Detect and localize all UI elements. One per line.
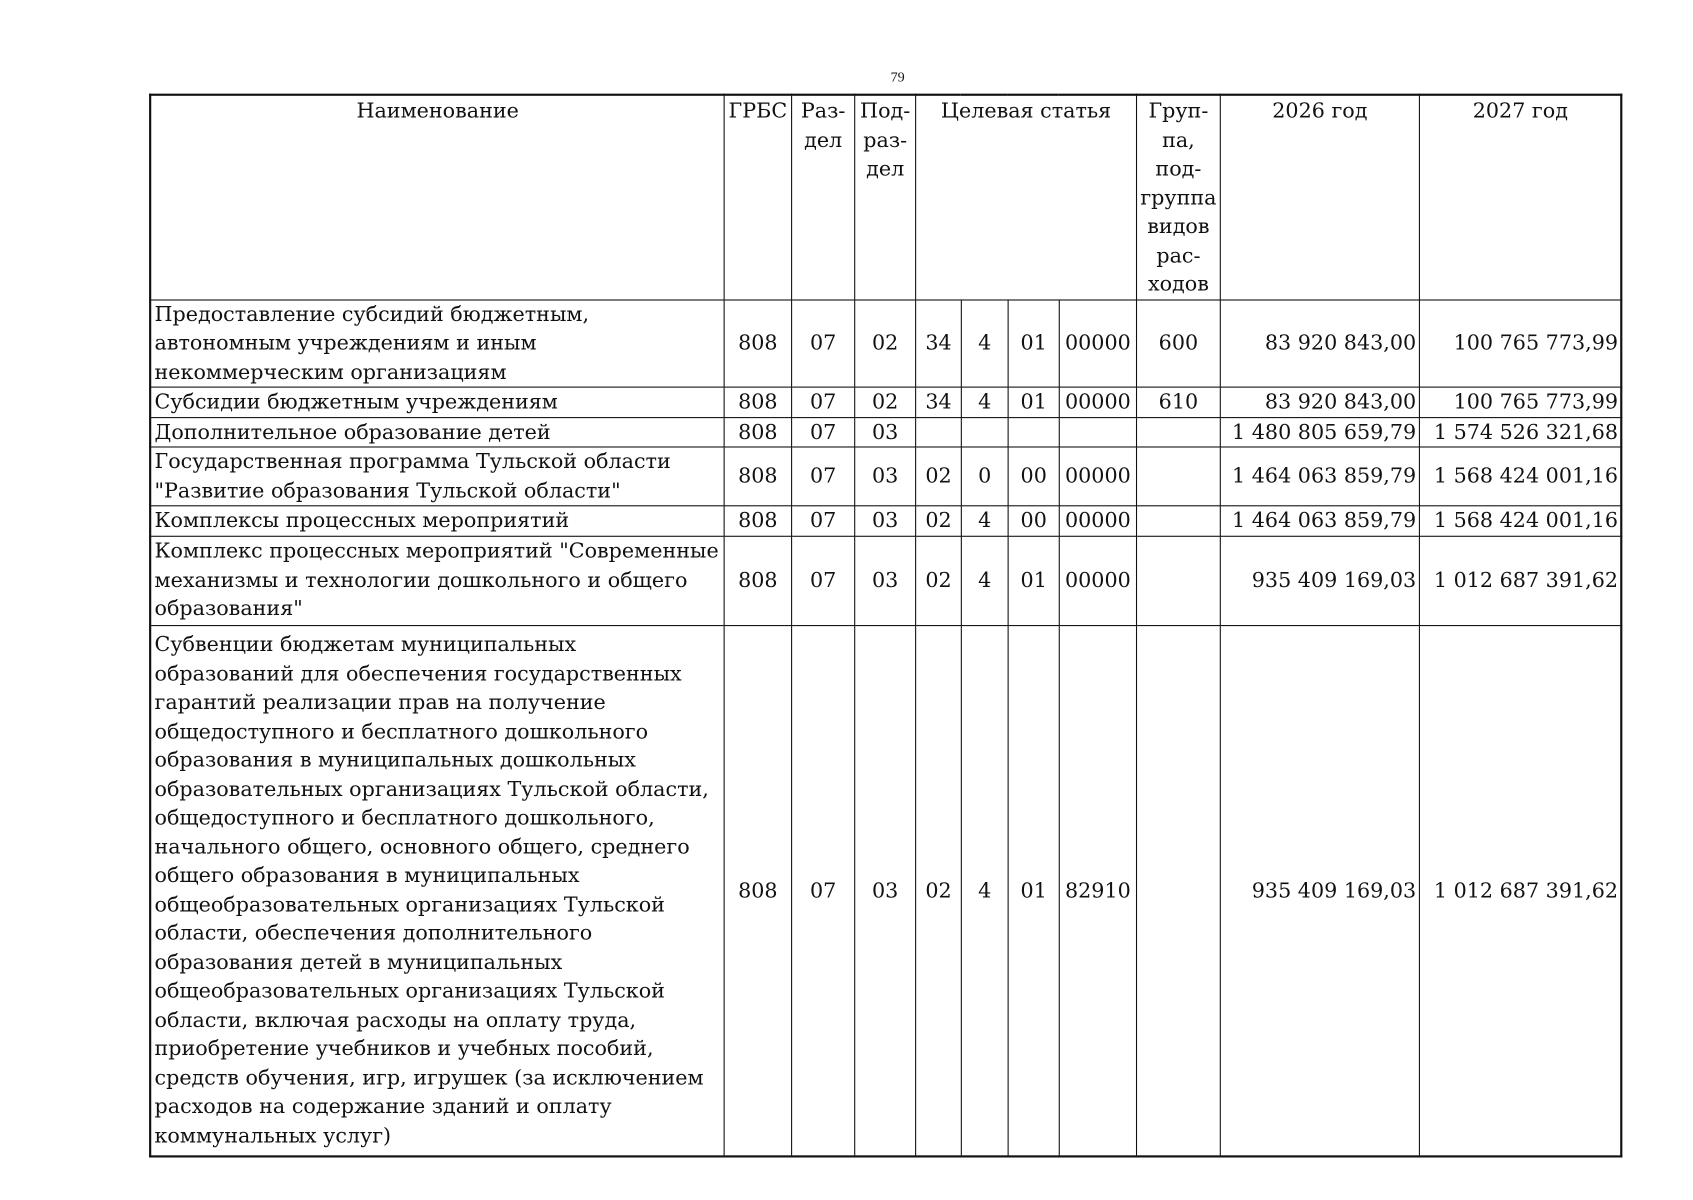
cell-expense-group: 610 [1136,387,1220,417]
table-row [150,625,1621,1156]
cell-expense-group [1136,625,1220,1156]
cell-target-element: 01 [1008,536,1059,625]
header-year-2026: 2026 год [1220,95,1419,300]
cell-target-direction: 00000 [1059,447,1136,506]
cell-target-element: 01 [1008,299,1059,387]
cell-target-element: 01 [1008,625,1059,1156]
cell-target-element: 00 [1008,506,1059,536]
cell-target-type: 4 [961,625,1008,1156]
cell-target-direction: 00000 [1059,506,1136,536]
cell-section: 07 [791,625,854,1156]
table-row [150,387,1621,417]
cell-target-element [1008,417,1059,447]
header-section: Раз- дел [791,95,854,300]
table-row [150,536,1621,625]
cell-target-direction: 00000 [1059,387,1136,417]
table-header-row [150,95,1621,300]
cell-section: 07 [791,387,854,417]
cell-target-type: 0 [961,447,1008,506]
cell-amount-2027: 1 568 424 001,16 [1419,506,1621,536]
cell-subsection: 02 [854,387,915,417]
cell-subsection: 03 [854,417,915,447]
cell-target-type: 4 [961,536,1008,625]
cell-grbs: 808 [724,536,791,625]
cell-grbs: 808 [724,417,791,447]
cell-target-program: 02 [915,447,961,506]
cell-section: 07 [791,447,854,506]
cell-expense-group: 600 [1136,299,1220,387]
cell-subsection: 02 [854,299,915,387]
cell-amount-2027: 100 765 773,99 [1419,299,1621,387]
cell-expense-group [1136,536,1220,625]
cell-amount-2027: 1 012 687 391,62 [1419,625,1621,1156]
cell-target-element: 01 [1008,387,1059,417]
cell-section: 07 [791,536,854,625]
cell-grbs: 808 [724,299,791,387]
cell-target-direction: 82910 [1059,625,1136,1156]
cell-expense-group [1136,506,1220,536]
header-subsection: Под- раз- дел [854,95,915,300]
cell-name: Дополнительное образование детей [150,417,723,447]
cell-target-type: 4 [961,506,1008,536]
cell-section: 07 [791,299,854,387]
cell-subsection: 03 [854,536,915,625]
cell-target-direction: 00000 [1059,536,1136,625]
table-row [150,506,1621,536]
cell-amount-2026: 1 464 063 859,79 [1220,447,1419,506]
table-row [150,299,1621,387]
cell-target-type [961,417,1008,447]
cell-amount-2026: 83 920 843,00 [1220,387,1419,417]
cell-target-type: 4 [961,387,1008,417]
header-target-article: Целевая статья [915,95,1136,300]
header-year-2027: 2027 год [1419,95,1621,300]
cell-expense-group [1136,447,1220,506]
budget-table [149,94,1622,1158]
cell-amount-2027: 1 574 526 321,68 [1419,417,1621,447]
cell-amount-2027: 1 012 687 391,62 [1419,536,1621,625]
cell-amount-2027: 100 765 773,99 [1419,387,1621,417]
cell-section: 07 [791,506,854,536]
cell-target-direction [1059,417,1136,447]
cell-target-program: 34 [915,387,961,417]
cell-grbs: 808 [724,506,791,536]
cell-subsection: 03 [854,447,915,506]
header-name: Наименование [150,95,723,300]
table-row [150,447,1621,506]
cell-target-element: 00 [1008,447,1059,506]
cell-amount-2026: 935 409 169,03 [1220,536,1419,625]
cell-name: Субсидии бюджетным учреждениям [150,387,723,417]
cell-amount-2026: 1 464 063 859,79 [1220,506,1419,536]
cell-subsection: 03 [854,625,915,1156]
cell-expense-group [1136,417,1220,447]
cell-target-program: 02 [915,506,961,536]
cell-target-program: 02 [915,625,961,1156]
cell-name: Предоставление субсидий бюджетным, автономным учреждениям и иным некоммерческим организациям [150,299,723,387]
cell-target-program [915,417,961,447]
table-row [150,417,1621,447]
cell-name: Комплекс процессных мероприятий "Современные механизмы и технологии дошкольного и общего образования" [150,536,723,625]
cell-target-program: 02 [915,536,961,625]
cell-subsection: 03 [854,506,915,536]
cell-grbs: 808 [724,447,791,506]
header-grbs: ГРБС [724,95,791,300]
cell-amount-2027: 1 568 424 001,16 [1419,447,1621,506]
cell-name: Комплексы процессных мероприятий [150,506,723,536]
cell-target-type: 4 [961,299,1008,387]
header-expense-group: Груп- па, под- группа видов рас- ходов [1136,95,1220,300]
cell-name: Государственная программа Тульской области "Развитие образования Тульской области" [150,447,723,506]
cell-amount-2026: 935 409 169,03 [1220,625,1419,1156]
page-number: 79 [890,68,905,85]
cell-name: Субвенции бюджетам муниципальных образований для обеспечения государственных гарантий реализации прав на получение общедоступного и бесплатного дошкольного образования в муниципальных дошкольных образовательных организациях Тульской области, общедоступного и бесплатного дошкольного, начального общего, основного общего, среднего общего образования в муниципальных общеобразовательных организациях Тульской области, обеспечения дополнительного образования детей в муниципальных общеобразовательных организациях Тульской области, включая расходы на оплату труда, приобретение учебников и учебных пособий, средств обучения, игр, игрушек (за исключением расходов на содержание зданий и оплату коммунальных услуг) [150,625,723,1156]
cell-target-direction: 00000 [1059,299,1136,387]
cell-amount-2026: 83 920 843,00 [1220,299,1419,387]
cell-grbs: 808 [724,625,791,1156]
cell-section: 07 [791,417,854,447]
cell-amount-2026: 1 480 805 659,79 [1220,417,1419,447]
cell-grbs: 808 [724,387,791,417]
cell-target-program: 34 [915,299,961,387]
